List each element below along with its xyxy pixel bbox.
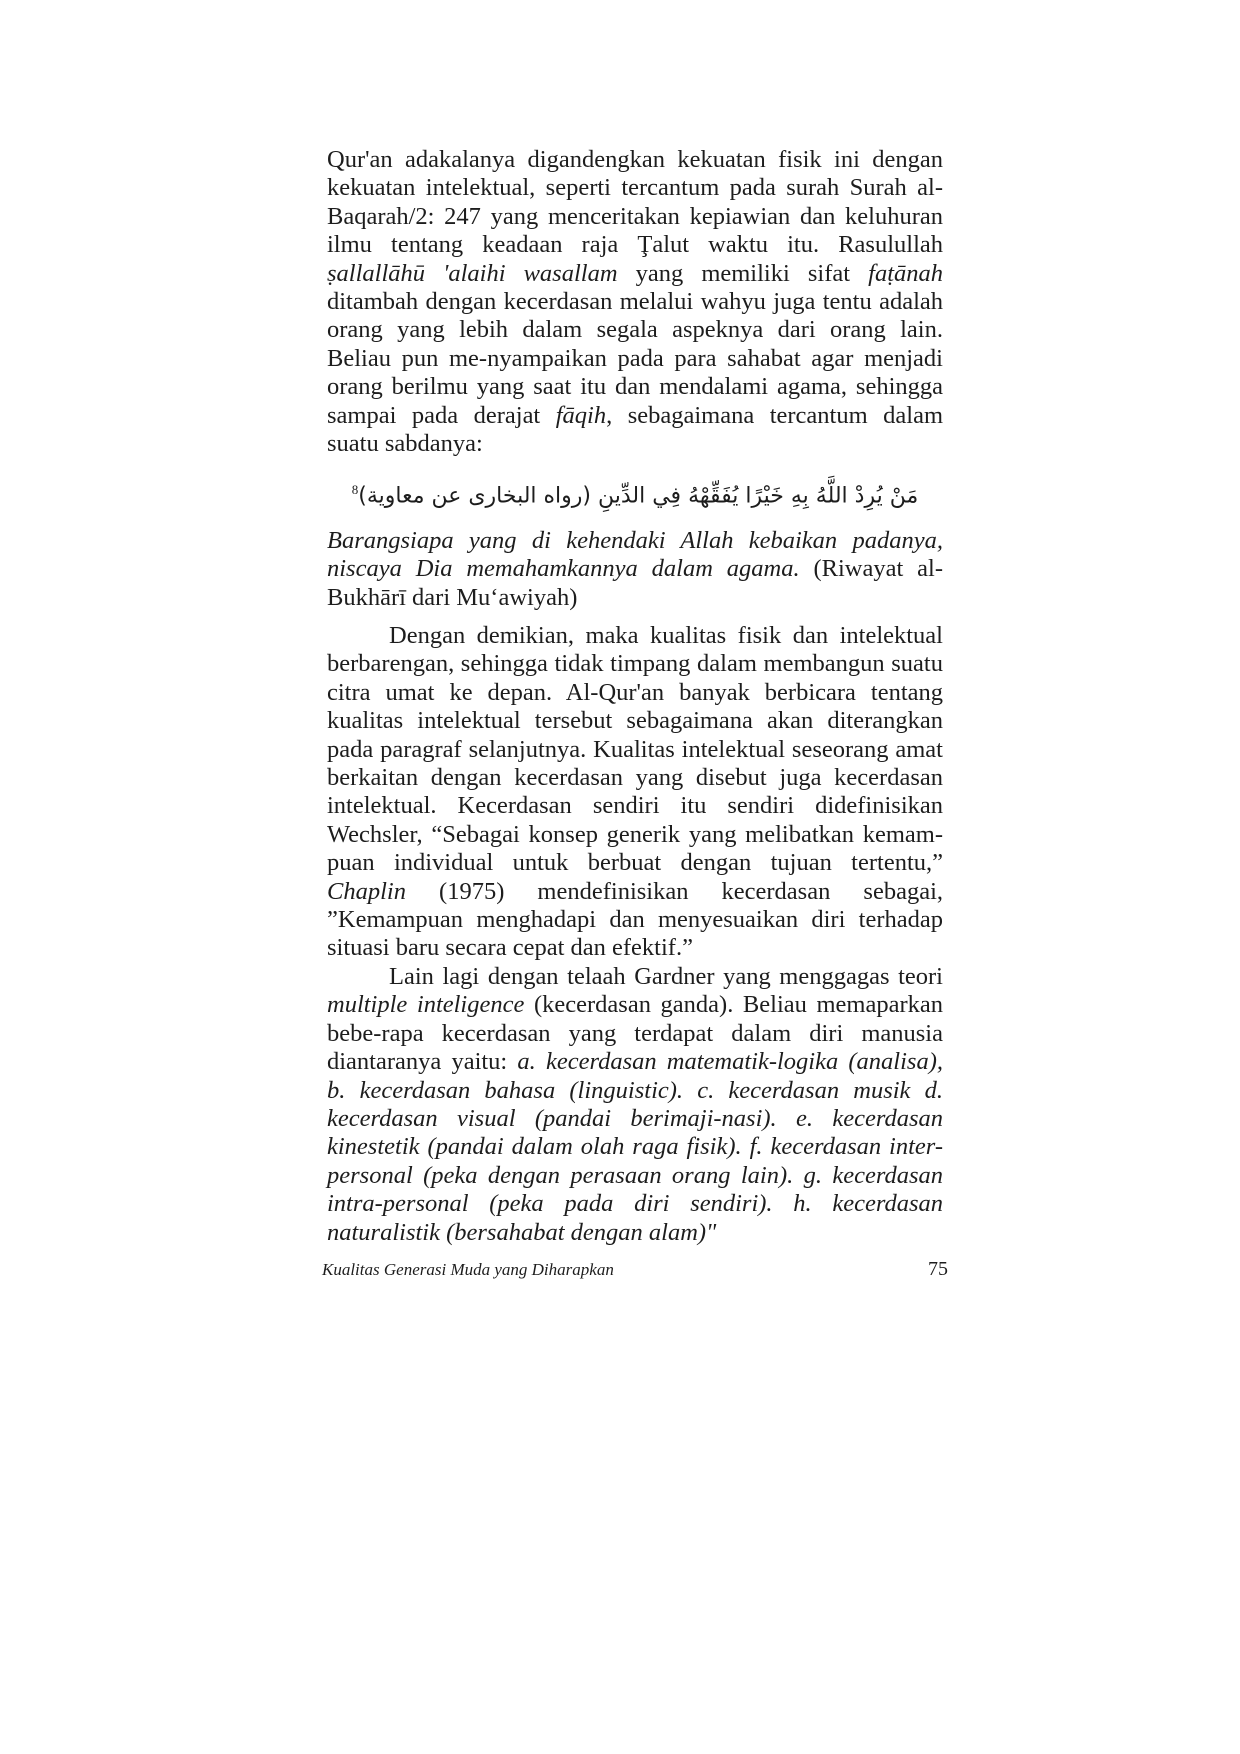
page-footer — [322, 1258, 948, 1281]
paragraph-1-italic-salawat: ṣallallāhū 'alaihi wasallam — [327, 259, 618, 287]
paragraph-1-text-2: yang memiliki sifat — [617, 259, 869, 287]
paragraph-2-text-1: Dengan demikian, maka kualitas fisik dan intelektual berbarengan, sehingga tidak timpang dalam membangun suatu citra umat ke depan. Al-Qur'an banyak berbicara tentang kualitas intelektual tersebut sebagaimana akan diterangkan pada paragraf selanjutnya. Kualitas intelektual seseorang amat berkaitan dengan kecerdasan yang disebut juga kecerdasan intelektual. Kecerdasan sendiri itu sendiri didefinisikan Wechsler, “Sebagai konsep generik yang melibatkan kemam-puan individual untuk berbuat dengan tujuan tertentu,” — [327, 622, 943, 877]
paragraph-3 — [327, 963, 943, 1247]
paragraph-1 — [327, 146, 943, 458]
paragraph-3-italic-term: multiple inteligence — [327, 991, 525, 1019]
paragraph-2-italic-chaplin: Chaplin — [327, 877, 406, 905]
page-body — [327, 146, 943, 1247]
paragraph-1-italic-fatanah: faṭānah — [868, 259, 944, 287]
paragraph-1-italic-faqih: fāqih — [555, 401, 607, 429]
paragraph-1-text-4: , sebagaimana tercantum dalam suatu sabdanya: — [327, 401, 943, 458]
hadith-arabic-text: مَنْ يُرِدْ اللَّهُ بِهِ خَيْرًا يُفَقِّهْهُ فِي الدِّينِ (رواه البخارى عن معاوية) — [358, 483, 919, 509]
paragraph-1-text-3: ditambah dengan kecerdasan melalui wahyu juga tentu adalah orang yang lebih dalam segala aspeknya dari orang lain. Beliau pun me-nyampaikan pada para sahabat agar menjadi orang berilmu yang saat itu dan mendalami agama, sehingga sampai pada derajat — [327, 288, 943, 429]
paragraph-2 — [327, 622, 943, 963]
paragraph-3-text-2: (kecerdasan ganda). Beliau memaparkan bebe-rapa kecerdasan yang terdapat dalam diri manusia diantaranya yaitu: — [327, 991, 943, 1076]
running-title: Kualitas Generasi Muda yang Diharapkan — [322, 1260, 614, 1279]
paragraph-3-text-1: Lain lagi dengan telaah Gardner yang menggagas teori — [389, 962, 943, 990]
translation-source: (Riwayat al-Bukhārī dari Mu‘awiyah) — [327, 555, 943, 611]
hadith-translation — [327, 527, 943, 612]
hadith-arabic — [327, 470, 943, 516]
footnote-marker: 8 — [351, 482, 359, 498]
paragraph-2-text-2: (1975) mendefinisikan kecerdasan sebagai, ”Kemampuan menghadapi dan menyesuaikan diri terhadap situasi baru secara cepat dan efektif.” — [327, 877, 943, 962]
translation-italic: Barangsiapa yang di kehendaki Allah kebaikan padanya, niscaya Dia memahamkannya dalam agama. — [327, 526, 943, 583]
paragraph-3-italic-list: a. kecerdasan matematik-logika (analisa), b. kecerdasan bahasa (linguistic). c. kecerdasan musik d. kecerdasan visual (pandai berimaji-nasi). e. kecerdasan kinestetik (pandai dalam olah raga fisik). f. kecerdasan inter-personal (peka dengan perasaan orang lain). g. kecerdasan intra-personal (peka pada diri sendiri). h. kecerdasan naturalistik (bersahabat dengan alam)" — [327, 1048, 943, 1246]
page-number: 75 — [928, 1258, 948, 1280]
paragraph-1-text-1: Qur'an adakalanya digandengkan kekuatan fisik ini dengan kekuatan intelektual, seperti tercantum pada surah Surah al-Baqarah/2: 247 yang menceritakan kepiawian dan keluhuran ilmu tentang keadaan raja Ţalut waktu itu. Rasulullah — [327, 146, 943, 259]
